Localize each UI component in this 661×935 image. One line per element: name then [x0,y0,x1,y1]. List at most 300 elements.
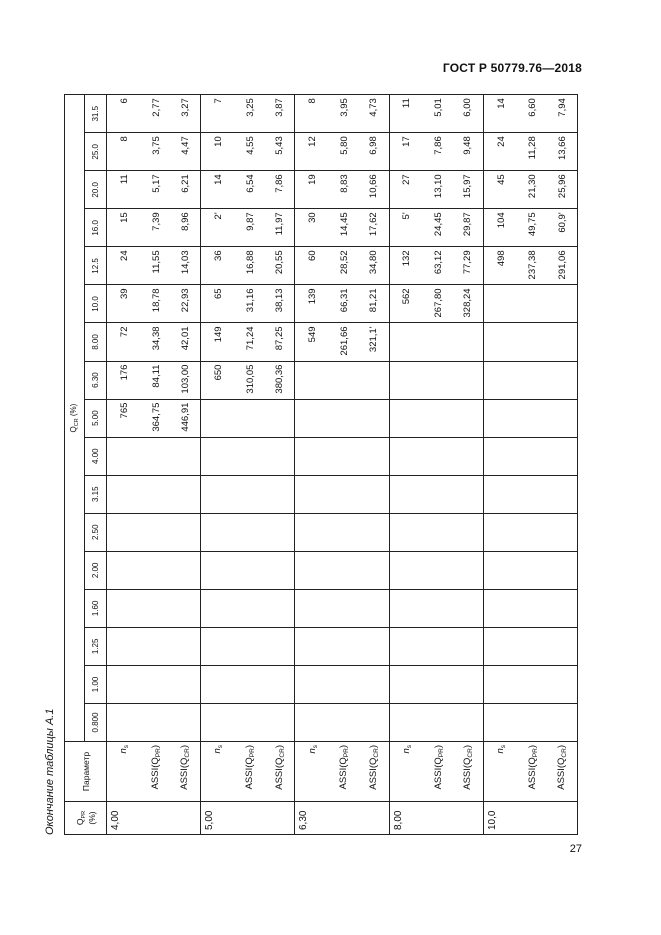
value-cell [453,323,483,361]
value-cell [295,399,330,437]
value-cell: 81,21 [359,285,389,323]
value-cell [483,399,518,437]
value-cell: 3,27 [171,95,201,133]
qpr-cell: 4,00 [107,802,142,835]
qpr-cell [359,802,389,835]
value-cell: 2' [201,209,236,247]
qcr-column-header: 3.15 [85,475,107,513]
value-cell [236,475,265,513]
value-cell: 104 [483,209,518,247]
param-assi-cr-label: ASSI(Q [179,757,191,790]
value-cell: 321,1' [359,323,389,361]
value-cell [453,703,483,741]
value-cell [547,437,577,475]
value-cell: 66,31 [330,285,359,323]
value-cell [389,323,424,361]
value-cell: 14 [483,95,518,133]
value-cell [142,665,171,703]
param-ns-sub: s [311,745,319,749]
table-row [265,95,295,835]
value-cell [424,551,453,589]
value-cell [518,361,547,399]
param-assi-pr-close: ) [150,745,161,749]
param-assi-pr-sub: PR [531,748,539,758]
qcr-header-letter: Q [69,426,78,433]
value-cell: 13,66 [547,133,577,171]
value-cell: 3,87 [265,95,295,133]
param-assi-pr-label: ASSI(Q [526,757,538,790]
param-assi-pr [330,742,359,802]
value-cell: 11,55 [142,247,171,285]
param-assi-pr-close: ) [432,745,444,749]
value-cell [453,589,483,627]
value-cell: 139 [295,285,330,323]
value-cell: 562 [389,285,424,323]
value-cell [453,399,483,437]
value-cell [389,551,424,589]
param-assi-cr [547,742,577,802]
value-cell [201,513,236,551]
value-cell [389,703,424,741]
value-cell: 45 [483,171,518,209]
value-cell: 63,12 [424,247,453,285]
value-cell [142,703,171,741]
param-assi-pr-label: ASSI(Q [432,757,444,790]
value-cell [295,665,330,703]
value-cell [547,323,577,361]
value-cell [265,513,295,551]
value-cell [483,475,518,513]
value-cell: 22,93 [171,285,201,323]
param-assi-pr-label: ASSI(Q [244,757,256,790]
value-cell: 6,60 [518,95,547,133]
value-cell: 19 [295,171,330,209]
value-cell [424,589,453,627]
param-ns-label: n [118,748,130,754]
param-assi-pr-close: ) [526,745,538,749]
value-cell [330,551,359,589]
header-row-qcr [65,95,85,835]
qcr-column-header: 4.00 [85,437,107,475]
value-cell [453,627,483,665]
value-cell: 42,01 [171,323,201,361]
qcr-column-header: 16.0 [85,209,107,247]
value-cell: 36 [201,247,236,285]
value-cell [547,703,577,741]
value-cell [171,665,201,703]
value-cell: 3,75 [142,133,171,171]
value-cell [171,475,201,513]
qcr-column-header: 1.25 [85,627,107,665]
value-cell: 72 [107,323,142,361]
param-ns-sub: s [217,745,225,749]
value-cell: 24 [483,133,518,171]
value-cell [201,437,236,475]
table-row [107,95,142,835]
value-cell [295,551,330,589]
table-row [483,95,518,835]
qpr-cell [424,802,453,835]
value-cell: 39 [107,285,142,323]
value-cell: 4,73 [359,95,389,133]
param-column-header: Параметр [65,742,107,802]
qcr-group-header [65,95,85,742]
value-cell: 9,48 [453,133,483,171]
value-cell [142,437,171,475]
value-cell: 16,88 [236,247,265,285]
value-cell [359,589,389,627]
qcr-column-header: 2.00 [85,551,107,589]
value-cell [330,513,359,551]
value-cell: 650 [201,361,236,399]
value-cell [201,703,236,741]
value-cell [483,627,518,665]
qpr-cell: 5,00 [201,802,236,835]
value-cell: 8,96 [171,209,201,247]
qcr-column-header: 6.30 [85,361,107,399]
value-cell: 3,95 [330,95,359,133]
value-cell: 380,36 [265,361,295,399]
value-cell [107,703,142,741]
qcr-column-header: 5.00 [85,399,107,437]
param-ns-label: n [306,748,318,754]
table-row [330,95,359,835]
param-assi-pr-close: ) [338,745,350,749]
value-cell: 7 [201,95,236,133]
param-ns [483,742,518,802]
value-cell: 29,87 [453,209,483,247]
value-cell: 149 [201,323,236,361]
value-cell: 8 [295,95,330,133]
value-cell [295,703,330,741]
value-cell [389,399,424,437]
value-cell [171,437,201,475]
value-cell: 765 [107,399,142,437]
value-cell [359,513,389,551]
value-cell [295,437,330,475]
value-cell [171,551,201,589]
value-cell [359,627,389,665]
value-cell [453,361,483,399]
value-cell [330,627,359,665]
value-cell [142,627,171,665]
value-cell [142,475,171,513]
value-cell [453,551,483,589]
value-cell [424,665,453,703]
param-ns-sub: s [123,745,131,749]
param-assi-pr [424,742,453,802]
table-row [295,95,330,835]
value-cell: 7,86 [424,133,453,171]
value-cell [295,627,330,665]
qpr-cell [236,802,265,835]
table-row [389,95,424,835]
param-assi-cr-label: ASSI(Q [367,757,379,790]
value-cell: 267,80 [424,285,453,323]
value-cell [359,475,389,513]
value-cell [547,285,577,323]
value-cell: 18,78 [142,285,171,323]
value-cell: 5,80 [330,133,359,171]
qpr-cell [142,802,171,835]
value-cell: 10 [201,133,236,171]
value-cell [295,475,330,513]
value-cell: 7,39 [142,209,171,247]
table-row [236,95,265,835]
value-cell [330,361,359,399]
value-cell [389,475,424,513]
value-cell [483,285,518,323]
param-ns-sub: s [500,745,507,749]
value-cell [518,437,547,475]
value-cell [518,285,547,323]
value-cell [265,589,295,627]
value-cell [201,399,236,437]
value-cell [236,627,265,665]
value-cell: 6,00 [453,95,483,133]
value-cell [330,475,359,513]
value-cell: 176 [107,361,142,399]
value-cell: 549 [295,323,330,361]
value-cell [424,361,453,399]
value-cell [236,551,265,589]
value-cell: 7,94 [547,95,577,133]
value-cell: 310,05 [236,361,265,399]
value-cell [201,665,236,703]
value-cell: 6,54 [236,171,265,209]
qcr-column-header: 12.5 [85,247,107,285]
value-cell [330,589,359,627]
param-assi-pr [518,742,547,802]
value-cell [107,589,142,627]
qpr-header-unit: (%) [86,811,97,825]
value-cell: 24,45 [424,209,453,247]
value-cell [389,513,424,551]
param-assi-cr-label: ASSI(Q [273,757,285,790]
value-cell: 5,43 [265,133,295,171]
table-caption: Окончание таблицы А.1 [44,708,56,835]
param-assi-pr [236,742,265,802]
table-row [142,95,171,835]
value-cell [547,399,577,437]
param-assi-pr-label: ASSI(Q [150,757,161,790]
value-cell: 498 [483,247,518,285]
value-cell: 25,96 [547,171,577,209]
qpr-cell [171,802,201,835]
value-cell: 34,38 [142,323,171,361]
param-ns-label: n [495,748,506,754]
param-assi-pr-sub: PR [343,748,351,758]
param-assi-cr [265,742,295,802]
value-cell: 31,16 [236,285,265,323]
value-cell [547,665,577,703]
value-cell [171,589,201,627]
value-cell [518,551,547,589]
value-cell: 11,28 [518,133,547,171]
value-cell: 27 [389,171,424,209]
param-assi-cr [359,742,389,802]
value-cell [518,703,547,741]
value-cell [265,475,295,513]
value-cell [107,627,142,665]
value-cell: 10,66 [359,171,389,209]
value-cell [518,475,547,513]
value-cell [295,589,330,627]
header-row-columns [85,95,107,835]
value-cell: 20,55 [265,247,295,285]
param-assi-cr-close: ) [367,745,379,749]
value-cell [107,513,142,551]
value-cell [171,627,201,665]
qcr-column-header: 2.50 [85,513,107,551]
value-cell: 103,00 [171,361,201,399]
value-cell [424,475,453,513]
param-ns [201,742,236,802]
value-cell [236,665,265,703]
value-cell: 6,21 [171,171,201,209]
param-assi-cr-sub: CR [278,748,286,758]
value-cell: 34,80 [359,247,389,285]
value-cell [424,513,453,551]
value-cell: 2,77 [142,95,171,133]
param-assi-pr-close: ) [244,745,256,749]
value-cell [483,361,518,399]
value-cell [236,513,265,551]
value-cell [389,437,424,475]
value-cell [142,589,171,627]
value-cell [201,475,236,513]
value-cell [389,627,424,665]
value-cell: 84,11 [142,361,171,399]
value-cell [359,399,389,437]
value-cell: 24 [107,247,142,285]
value-cell [424,703,453,741]
value-cell [359,437,389,475]
param-ns [295,742,330,802]
value-cell [483,513,518,551]
value-cell: 30 [295,209,330,247]
qpr-cell [518,802,547,835]
value-cell [389,361,424,399]
param-assi-pr-label: ASSI(Q [338,757,350,790]
value-cell: 49,75 [518,209,547,247]
value-cell: 60 [295,247,330,285]
qpr-cell [547,802,577,835]
value-cell: 4,55 [236,133,265,171]
value-cell [265,703,295,741]
value-cell [330,703,359,741]
param-assi-cr-close: ) [461,745,473,749]
param-assi-cr-label: ASSI(Q [556,757,568,790]
value-cell: 17 [389,133,424,171]
table-row [424,95,453,835]
param-ns-label: n [400,748,412,754]
qcr-column-header: 31.5 [85,95,107,133]
value-cell [142,513,171,551]
value-cell [201,589,236,627]
table-row [359,95,389,835]
qpr-cell: 8,00 [389,802,424,835]
value-cell [107,437,142,475]
qpr-cell [330,802,359,835]
table-row [547,95,577,835]
data-table [64,94,578,835]
value-cell [483,665,518,703]
param-assi-cr-close: ) [556,745,568,749]
value-cell: 28,52 [330,247,359,285]
value-cell [453,513,483,551]
value-cell: 71,24 [236,323,265,361]
qcr-header-sub: CR [74,418,80,427]
value-cell [518,323,547,361]
qpr-cell: 10,0 [483,802,518,835]
value-cell [424,323,453,361]
qcr-header-unit: (%) [69,403,78,417]
value-cell: 3,25 [236,95,265,133]
value-cell: 328,24 [453,285,483,323]
value-cell: 60,9' [547,209,577,247]
param-assi-cr [453,742,483,802]
value-cell [171,703,201,741]
value-cell [265,437,295,475]
value-cell: 9,87 [236,209,265,247]
value-cell: 446,91 [171,399,201,437]
value-cell: 364,75 [142,399,171,437]
value-cell [265,399,295,437]
param-assi-cr-label: ASSI(Q [461,757,473,790]
value-cell: 6 [107,95,142,133]
value-cell [547,513,577,551]
value-cell [236,437,265,475]
value-cell [518,589,547,627]
value-cell [265,627,295,665]
table-row [201,95,236,835]
value-cell: 5,01 [424,95,453,133]
param-assi-cr-sub: CR [466,748,474,758]
value-cell [389,665,424,703]
value-cell: 11 [107,171,142,209]
value-cell [236,589,265,627]
qcr-column-header: 20.0 [85,171,107,209]
param-assi-cr-sub: CR [372,748,380,758]
value-cell [107,665,142,703]
param-ns [107,742,142,802]
value-cell [171,513,201,551]
param-assi-cr-sub: CR [561,748,569,758]
value-cell [518,665,547,703]
value-cell [518,627,547,665]
value-cell: 14 [201,171,236,209]
value-cell [265,551,295,589]
value-cell [483,437,518,475]
value-cell [424,399,453,437]
param-assi-cr-sub: CR [184,748,192,758]
value-cell: 132 [389,247,424,285]
table-row [453,95,483,835]
param-assi-pr-sub: PR [437,748,445,758]
qpr-cell: 6,30 [295,802,330,835]
value-cell [359,665,389,703]
value-cell: 77,29 [453,247,483,285]
param-assi-cr [171,742,201,802]
value-cell [547,589,577,627]
value-cell: 4,47 [171,133,201,171]
param-ns [389,742,424,802]
value-cell: 8 [107,133,142,171]
qcr-column-header: 0.800 [85,703,107,741]
value-cell [295,513,330,551]
value-cell [201,551,236,589]
